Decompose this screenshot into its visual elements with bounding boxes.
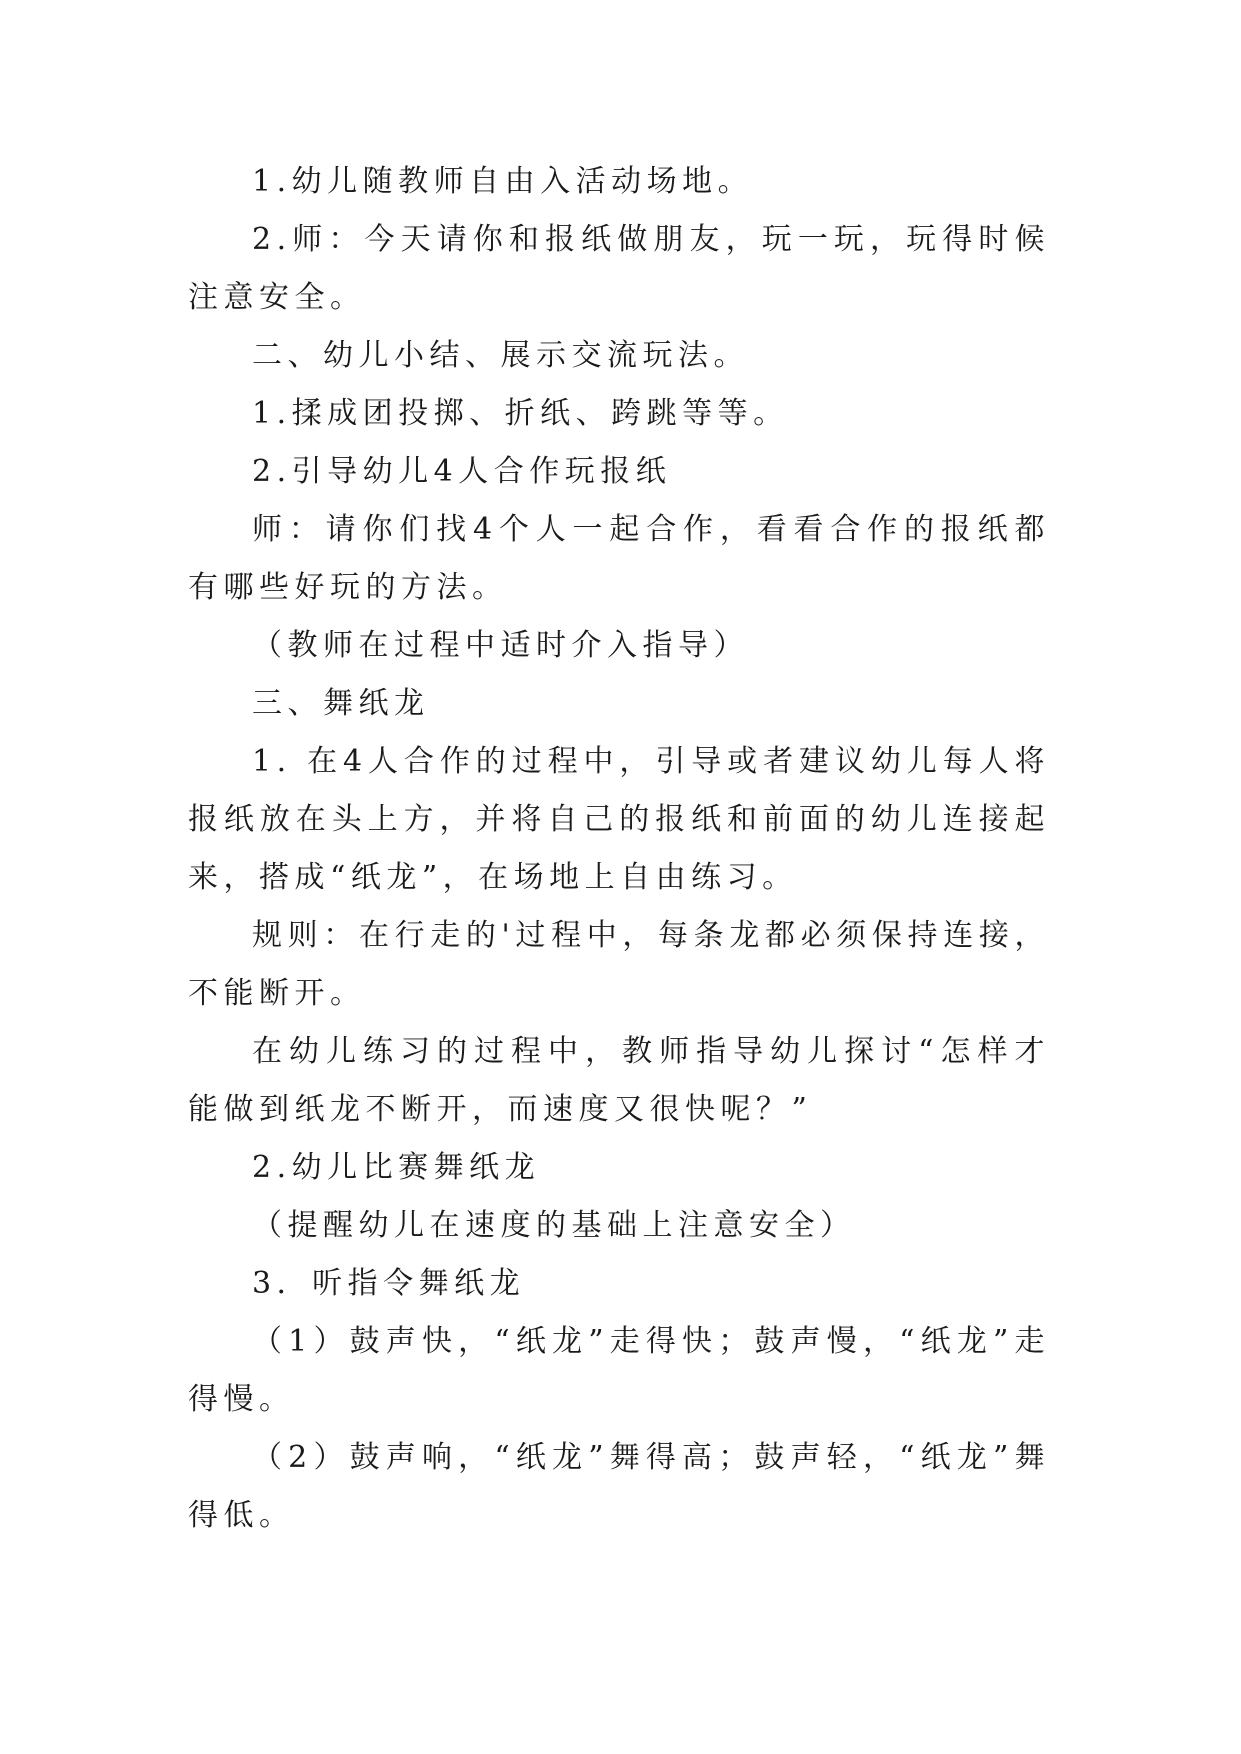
paragraph-teacher-discussion: 在幼儿练习的过程中，教师指导幼儿探讨“怎样才能做到纸龙不断开，而速度又很快呢？” [188,1034,1050,1127]
paragraph-dragon-race: 2.幼儿比赛舞纸龙 [252,1150,541,1185]
paragraph-step-1-enter-venue: 1.幼儿随教师自由入活动场地。 [252,164,754,199]
paragraph-rules: 规则：在行走的'过程中，每条龙都必须保持连接，不能断开。 [188,918,1050,1011]
paragraph-step-2-teacher-instruction: 2.师：今天请你和报纸做朋友，玩一玩，玩得时候注意安全。 [188,222,1050,315]
paragraph-teacher-guidance-note: （教师在过程中适时介入指导） [252,628,749,663]
paragraph-build-paper-dragon: 1. 在4人合作的过程中，引导或者建议幼儿每人将报纸放在头上方，并将自己的报纸和前面的幼儿连接起来，搭成“纸龙”，在场地上自由练习。 [188,744,1050,895]
paragraph-drum-speed: （1）鼓声快，“纸龙”走得快；鼓声慢，“纸龙”走得慢。 [188,1324,1050,1417]
paragraph-drum-volume: （2）鼓声响，“纸龙”舞得高；鼓声轻，“纸龙”舞得低。 [188,1440,1050,1533]
paragraph-group-of-four: 2.引导幼儿4人合作玩报纸 [252,454,672,489]
paragraph-teacher-group-instruction: 师：请你们找4个人一起合作，看看合作的报纸都有哪些好玩的方法。 [188,512,1050,605]
paragraph-safety-reminder: （提醒幼儿在速度的基础上注意安全） [252,1208,856,1243]
section-heading-summary: 二、幼儿小结、展示交流玩法。 [252,338,749,373]
document-body [188,153,1050,1545]
paragraph-play-methods: 1.揉成团投掷、折纸、跨跳等等。 [252,396,789,431]
paragraph-follow-commands: 3．听指令舞纸龙 [252,1266,526,1301]
section-heading-paper-dragon: 三、舞纸龙 [252,686,430,721]
